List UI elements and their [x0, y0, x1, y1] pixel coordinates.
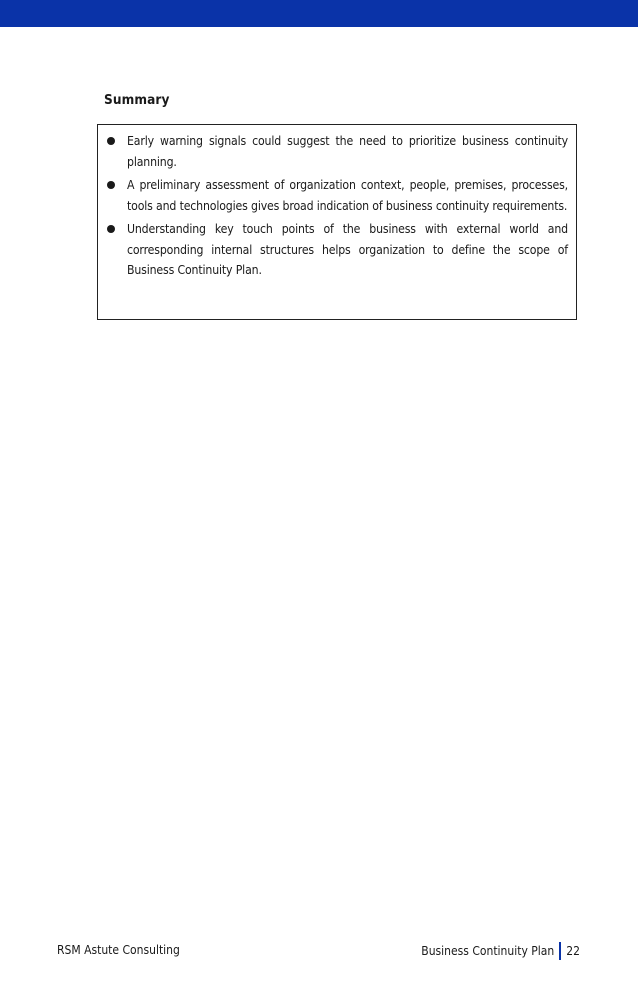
list-item-text: A preliminary assessment of organization context, people, premises, processes, tools and technologies gives broad indication of business continuity requirements.	[127, 178, 568, 213]
bullet-icon	[107, 225, 115, 233]
footer-divider	[559, 942, 561, 960]
footer-company: RSM Astute Consulting	[57, 943, 180, 957]
bullet-icon	[107, 137, 115, 145]
summary-list	[106, 131, 568, 281]
header-bar	[0, 0, 638, 27]
list-item	[106, 131, 568, 172]
list-item	[106, 219, 568, 281]
list-item-text: Understanding key touch points of the business with external world and corresponding internal structures helps organization to define the scope of Business Continuity Plan.	[127, 222, 568, 277]
list-item	[106, 175, 568, 216]
bullet-icon	[107, 181, 115, 189]
summary-box	[97, 124, 577, 320]
footer-document-title: Business Continuity Plan	[421, 944, 555, 958]
list-item-text: Early warning signals could suggest the need to prioritize business continuity planning.	[127, 134, 568, 169]
footer-page-info	[421, 942, 580, 960]
summary-heading: Summary	[104, 92, 170, 108]
page-number: 22	[566, 944, 580, 958]
